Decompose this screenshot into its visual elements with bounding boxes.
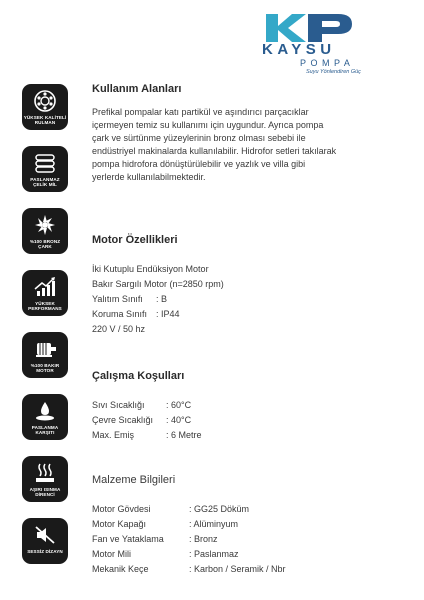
motor-row (92, 294, 168, 304)
conditions-row-label: Max. Emiş (92, 430, 135, 440)
conditions-title: Çalışma Koşulları (92, 370, 185, 382)
materials-row (92, 564, 286, 574)
copper-motor-icon (32, 337, 58, 361)
heat-resistant-icon (32, 461, 58, 485)
badge-silent (22, 518, 68, 564)
conditions-row-value: : 60°C (166, 400, 192, 410)
conditions-row (92, 400, 192, 410)
materials-row-value: : Bronz (189, 534, 218, 544)
usage-line: çark ve sürtünme yüzeylerinin bronz olması sebebi ile (92, 133, 306, 143)
materials-row-label: Mekanik Keçe (92, 564, 149, 574)
badge-anti-rust (22, 394, 68, 440)
conditions-row (92, 415, 192, 425)
motor-line: 220 V / 50 hz (92, 324, 146, 334)
motor-title: Motor Özellikleri (92, 234, 178, 246)
materials-row (92, 549, 239, 559)
motor-row (92, 309, 180, 319)
badge-copper-motor (22, 332, 68, 378)
usage-line: Prefikal pompalar katı partikül ve aşındırıcı parçacıklar (92, 107, 309, 117)
kp-logo-mark-icon (258, 12, 378, 44)
usage-line: pompa hidrofora dönüştürülebilir ve yazlık ve villa gibi (92, 159, 306, 169)
motor-row-value: : B (156, 294, 168, 304)
conditions-row-label: Çevre Sıcaklığı (92, 415, 154, 425)
motor-row-value: : IP44 (156, 309, 180, 319)
motor-line: İki Kutuplu Endüksiyon Motor (92, 264, 209, 274)
kaysu-logo (258, 12, 408, 75)
badge-caption: PASLANMA KARŞITI (31, 425, 59, 435)
materials-row-label: Motor Gövdesi (92, 504, 151, 514)
badge-bearing (22, 84, 68, 130)
badge-caption: %100 BAKIR MOTOR (30, 363, 60, 373)
usage-line: yerlerde kullanılabilmektedir. (92, 172, 206, 182)
performance-chart-icon (32, 275, 58, 299)
materials-row-value: : Paslanmaz (189, 549, 239, 559)
materials-row-value: : GG25 Döküm (189, 504, 250, 514)
materials-row (92, 519, 239, 529)
usage-title: Kullanım Alanları (92, 83, 182, 95)
bronze-impeller-icon (32, 213, 58, 237)
conditions-row (92, 430, 202, 440)
badge-caption: SESSİZ DİZAYN (27, 549, 63, 554)
motor-row-label: Koruma Sınıfı (92, 309, 148, 319)
motor-line: Bakır Sargılı Motor (n=2850 rpm) (92, 279, 224, 289)
steel-shaft-icon (32, 151, 58, 175)
badge-caption: PASLANMAZ ÇELİK MİL (30, 177, 60, 187)
materials-row-label: Motor Mili (92, 549, 132, 559)
badge-caption: YÜKSEK KALİTELİ RULMAN (23, 115, 67, 125)
badge-bronze-impeller (22, 208, 68, 254)
badge-caption: AŞIRI ISINMA DİRENCİ (29, 487, 61, 497)
materials-row-label: Fan ve Yataklama (92, 534, 164, 544)
conditions-row-value: : 6 Metre (166, 430, 202, 440)
badge-steel-shaft (22, 146, 68, 192)
badge-heat-resistant (22, 456, 68, 502)
usage-paragraph (92, 106, 336, 184)
materials-row-value: : Alüminyum (189, 519, 239, 529)
materials-title: Malzeme Bilgileri (92, 474, 176, 486)
conditions-row-label: Sıvı Sıcaklığı (92, 400, 145, 410)
bearing-icon (32, 89, 58, 113)
anti-rust-icon (32, 399, 58, 423)
conditions-row-value: : 40°C (166, 415, 192, 425)
badge-caption: YÜKSEK PERFORMANS (28, 301, 62, 311)
logo-name: KAYSU (262, 41, 336, 58)
silent-icon (32, 523, 58, 547)
logo-slogan: Suyu Yönlendiren Güç (306, 69, 361, 75)
usage-line: içermeyen temiz su kullanımı için uygundur. Ayrıca pompa (92, 120, 324, 130)
badge-performance (22, 270, 68, 316)
materials-row (92, 534, 218, 544)
materials-row-value: : Karbon / Seramik / Nbr (189, 564, 286, 574)
motor-row-label: Yalıtım Sınıfı (92, 294, 143, 304)
logo-subtitle: POMPA (300, 58, 355, 68)
materials-row (92, 504, 250, 514)
usage-line: endüstriyel makinalarda kullanılabilir. Hidrofor setleri takılarak (92, 146, 337, 156)
badge-caption: %100 BRONZ ÇARK (29, 239, 61, 249)
materials-row-label: Motor Kapağı (92, 519, 147, 529)
